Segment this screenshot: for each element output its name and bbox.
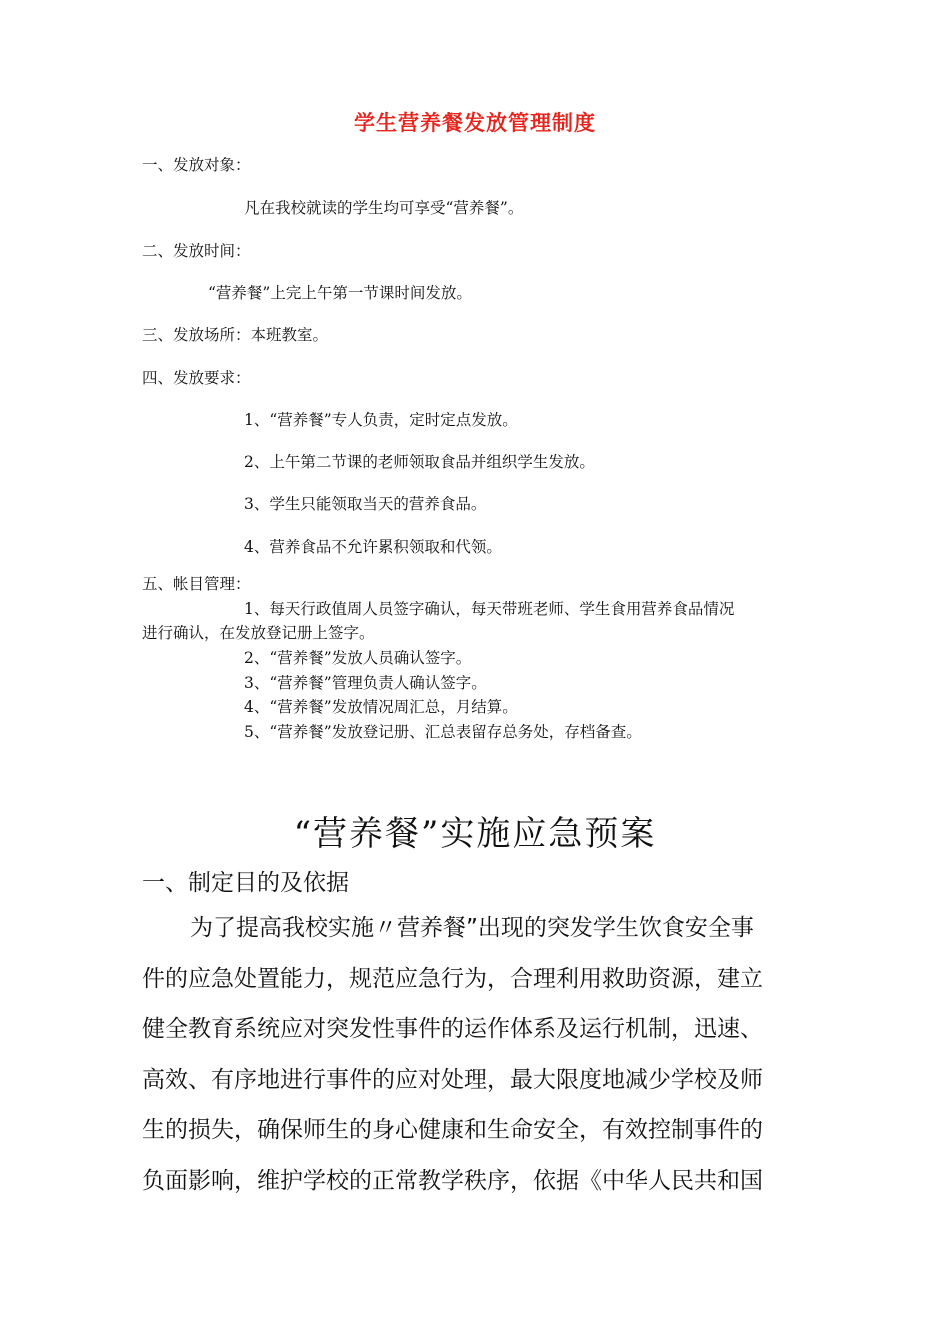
s1-body: 凡在我校就读的学生均可享受“营养餐”。 <box>244 199 524 217</box>
s5-item: 2、“营养餐”发放人员确认签字。 <box>244 649 472 667</box>
s4-item: 3、学生只能领取当天的营养食品。 <box>244 495 487 513</box>
doc1-title: 学生营养餐发放管理制度 <box>354 111 596 135</box>
doc2-section-heading: 一、制定目的及依据 <box>142 870 349 896</box>
paragraph-line: 为了提高我校实施〃营养餐”出现的突发学生饮食安全事 <box>190 915 754 941</box>
s4-item: 1、“营养餐”专人负责，定时定点发放。 <box>244 411 518 429</box>
paragraph-line: 高效、有序地进行事件的应对处理，最大限度地减少学校及师 <box>142 1066 763 1093</box>
s2-body: “营养餐”上完上午第一节课时间发放。 <box>208 284 472 302</box>
s2-heading: 二、发放时间： <box>142 242 251 260</box>
s4-item: 2、上午第二节课的老师领取食品并组织学生发放。 <box>244 453 595 471</box>
paragraph-line: 健全教育系统应对突发性事件的运作体系及运行机制，迅速、 <box>142 1016 763 1042</box>
paragraph-line: 件的应急处置能力，规范应急行为，合理利用救助资源，建立 <box>142 965 763 992</box>
s5-item: 4、“营养餐”发放情况周汇总，月结算。 <box>244 698 518 716</box>
s4-heading: 四、发放要求： <box>142 369 251 387</box>
s5-item1-line2: 进行确认，在发放登记册上签字。 <box>142 624 375 642</box>
s4-item: 4、营养食品不允许累积领取和代领。 <box>244 538 502 556</box>
s5-item: 3、“营养餐”管理负责人确认签字。 <box>244 674 487 692</box>
paragraph-line: 生的损失，确保师生的身心健康和生命安全，有效控制事件的 <box>142 1117 763 1143</box>
s3-heading: 三、发放场所：本班教室。 <box>142 326 329 344</box>
doc2-paragraph <box>142 903 812 1206</box>
s5-item: 5、“营养餐”发放登记册、汇总表留存总务处，存档备查。 <box>244 723 642 741</box>
paragraph-line: 负面影响，维护学校的正常教学秩序，依据《中华人民共和国 <box>142 1167 763 1194</box>
doc2-title: “营养餐”实施应急预案 <box>293 814 657 854</box>
s5-heading: 五、帐目管理： <box>142 575 251 593</box>
s1-heading: 一、发放对象： <box>142 156 251 174</box>
s5-item1-line1: 1、每天行政值周人员签字确认，每天带班老师、学生食用营养食品情况 <box>244 600 735 618</box>
